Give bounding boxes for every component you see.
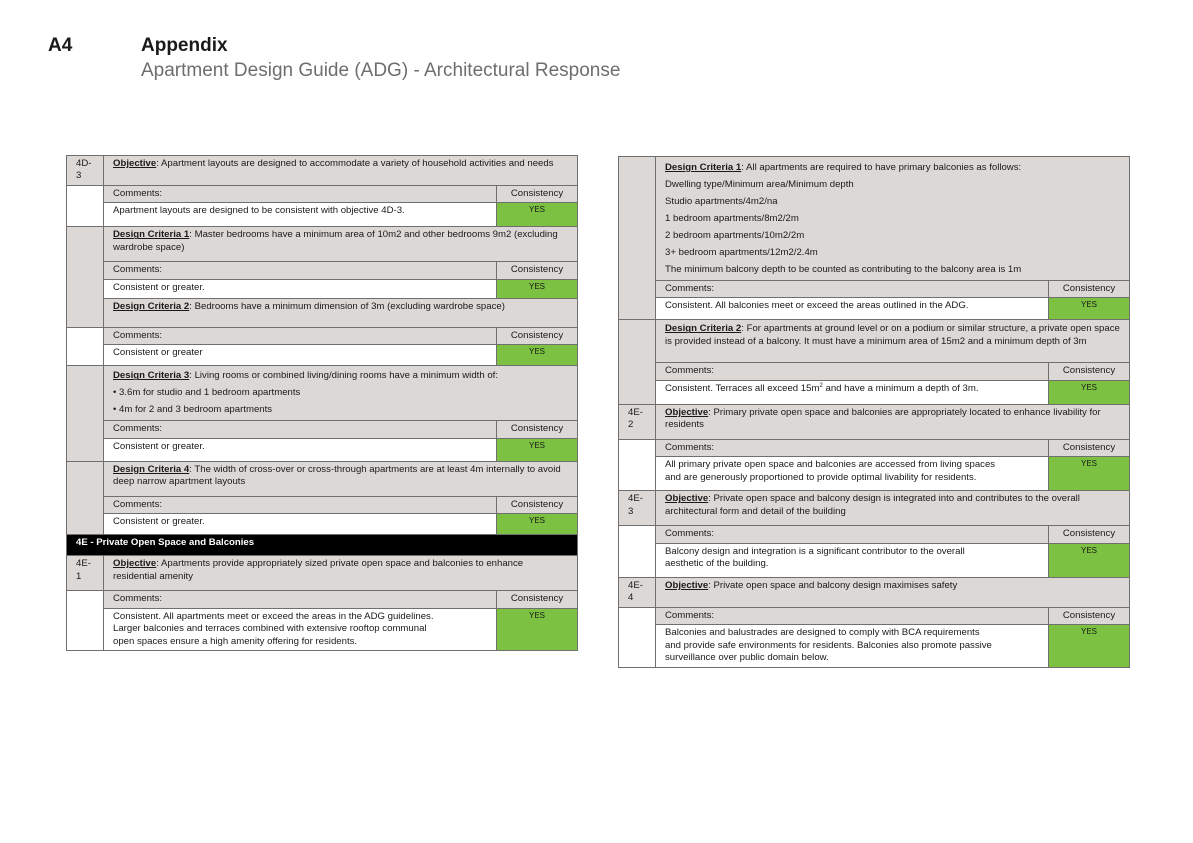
page-subtitle: Apartment Design Guide (ADG) - Architectural Response <box>141 60 621 81</box>
consistency-label: Consistency <box>1049 526 1130 543</box>
row-code: 4E-1 <box>67 556 104 591</box>
criteria-label: Design Criteria 2 <box>113 300 190 312</box>
yes-badge: YES <box>497 514 578 535</box>
criteria-text: : Master bedrooms have a minimum area of 10m2 and other bedrooms 9m2 (excluding wardrobe space) <box>113 229 558 253</box>
design-criteria-4 <box>104 461 578 496</box>
criteria-line: 2 bedroom apartments/10m2/2m <box>665 230 805 241</box>
objective-text: : Private open space and balcony design is integrated into and contributes to the overall architectural form and detail of the building <box>665 493 1080 517</box>
objective-text: : Primary private open space and balconies are appropriately located to enhance livability for residents <box>665 406 1101 431</box>
code-spacer <box>619 157 656 320</box>
consistency-label: Consistency <box>1049 281 1130 298</box>
code-spacer <box>619 439 656 490</box>
objective-4d3 <box>104 156 578 186</box>
yes-badge: YES <box>497 608 578 650</box>
criteria-label: Design Criteria 1 <box>665 162 742 173</box>
objective-label: Objective <box>113 158 157 169</box>
comments-label: Comments: <box>656 526 1049 543</box>
yes-badge: YES <box>497 438 578 461</box>
comments-label: Comments: <box>104 496 497 513</box>
criteria-line: The minimum balcony depth to be counted as contributing to the balcony area is 1m <box>665 264 1022 275</box>
code-spacer <box>67 366 104 461</box>
yes-badge: YES <box>1049 457 1130 491</box>
design-criteria-1 <box>656 157 1130 281</box>
adg-table-right <box>618 156 1130 668</box>
objective-4e3 <box>656 491 1130 526</box>
row-code: 4E-2 <box>619 404 656 439</box>
objective-4e1 <box>104 556 578 591</box>
design-criteria-2 <box>104 298 578 327</box>
criteria-text: : The width of cross-over or cross-through apartments are at least 4m internally to avoid deep narrow apartment layouts <box>113 463 561 488</box>
yes-badge: YES <box>1049 298 1130 320</box>
yes-badge: YES <box>1049 543 1130 577</box>
comment-text: Consistent or greater <box>104 345 497 366</box>
row-code: 4D-3 <box>67 156 104 186</box>
comment-text: Balcony design and integration is a significant contributor to the overall aesthetic of the building. <box>656 543 1049 577</box>
comments-label: Comments: <box>104 591 497 608</box>
objective-text: : Private open space and balcony design maximises safety <box>708 579 958 591</box>
code-spacer <box>67 327 104 365</box>
code-spacer <box>67 591 104 651</box>
page-title: Appendix <box>141 35 228 56</box>
code-spacer <box>619 320 656 404</box>
objective-label: Objective <box>665 493 709 505</box>
comments-label: Comments: <box>656 363 1049 380</box>
comments-label: Comments: <box>656 439 1049 456</box>
code-spacer <box>67 227 104 327</box>
comments-label: Comments: <box>656 281 1049 298</box>
row-code: 4E-3 <box>619 491 656 526</box>
consistency-label: Consistency <box>497 185 578 202</box>
criteria-label: Design Criteria 3 <box>113 370 190 382</box>
consistency-label: Consistency <box>497 421 578 438</box>
adg-table-left <box>66 155 578 651</box>
consistency-label: Consistency <box>497 591 578 608</box>
consistency-label: Consistency <box>497 496 578 513</box>
consistency-label: Consistency <box>1049 607 1130 624</box>
comments-label: Comments: <box>104 262 497 279</box>
yes-badge: YES <box>1049 625 1130 667</box>
code-spacer <box>67 461 104 534</box>
comments-label: Comments: <box>104 421 497 438</box>
comment-text: Consistent or greater. <box>104 514 497 535</box>
comments-label: Comments: <box>104 185 497 202</box>
criteria-text: : Bedrooms have a minimum dimension of 3m (excluding wardrobe space) <box>189 300 505 312</box>
consistency-label: Consistency <box>497 327 578 344</box>
objective-4e4 <box>656 577 1130 607</box>
yes-badge: YES <box>497 279 578 298</box>
yes-badge: YES <box>1049 380 1130 404</box>
criteria-text: : Living rooms or combined living/dining rooms have a minimum width of: <box>189 370 498 382</box>
criteria-line: Studio apartments/4m2/na <box>665 196 778 207</box>
consistency-label: Consistency <box>497 262 578 279</box>
criteria-text: : All apartments are required to have primary balconies as follows: <box>741 162 1022 173</box>
objective-4e2 <box>656 404 1130 439</box>
objective-text: : Apartments provide appropriately sized private open space and balconies to enhance residential amenity <box>113 558 524 582</box>
comment-text: All primary private open space and balconies are accessed from living spaces and are generously proportioned to provide optimal livability for residents. <box>656 457 1049 491</box>
criteria-label: Design Criteria 1 <box>113 229 190 241</box>
criteria-line: 1 bedroom apartments/8m2/2m <box>665 213 799 224</box>
consistency-label: Consistency <box>1049 363 1130 380</box>
criteria-label: Design Criteria 2 <box>665 323 742 335</box>
comment-text: Balconies and balustrades are designed to comply with BCA requirements and provide safe environments for residents. Balconies also promote passive surveillance over public domain below. <box>656 625 1049 667</box>
consistency-label: Consistency <box>1049 439 1130 456</box>
objective-label: Objective <box>113 558 157 570</box>
comments-label: Comments: <box>104 327 497 344</box>
code-spacer <box>619 607 656 667</box>
yes-badge: YES <box>497 345 578 366</box>
design-criteria-3 <box>104 366 578 421</box>
comment-text: Consistent. Terraces all exceed $15m^2$ and have a minimum a depth of 3m. <box>656 380 1049 404</box>
comment-text: Consistent. All apartments meet or exceed the areas in the ADG guidelines. Larger balconies and terraces combined with extensive rooftop communal open spaces ensure a high amenity offering for residents. <box>104 608 497 650</box>
objective-label: Objective <box>665 406 709 418</box>
criteria-text: : For apartments at ground level or on a podium or similar structure, a private open space is provided instead of a balcony. It must have a minimum area of 15m2 and a minimum depth of 3m <box>665 323 1120 347</box>
code-spacer <box>67 185 104 226</box>
objective-text: : Apartment layouts are designed to accommodate a variety of household activities and needs <box>156 158 554 169</box>
bullet-item: • 4m for 2 and 3 bedroom apartments <box>113 404 273 416</box>
section-header-4e: 4E - Private Open Space and Balconies <box>67 535 578 556</box>
comment-text: Consistent or greater. <box>104 438 497 461</box>
design-criteria-1 <box>104 227 578 262</box>
section-code: A4 <box>48 35 73 56</box>
criteria-line: Dwelling type/Minimum area/Minimum depth <box>665 179 854 190</box>
bullet-item: • 3.6m for studio and 1 bedroom apartments <box>113 387 301 399</box>
design-criteria-2 <box>656 320 1130 363</box>
criteria-line: 3+ bedroom apartments/12m2/2.4m <box>665 247 818 258</box>
criteria-label: Design Criteria 4 <box>113 463 190 475</box>
comment-text: Consistent or greater. <box>104 279 497 298</box>
row-code: 4E-4 <box>619 577 656 607</box>
yes-badge: YES <box>497 203 578 227</box>
comments-label: Comments: <box>656 607 1049 624</box>
objective-label: Objective <box>665 579 709 591</box>
code-spacer <box>619 526 656 577</box>
comment-text: Apartment layouts are designed to be consistent with objective 4D-3. <box>104 203 497 227</box>
comment-text: Consistent. All balconies meet or exceed the areas outlined in the ADG. <box>656 298 1049 320</box>
